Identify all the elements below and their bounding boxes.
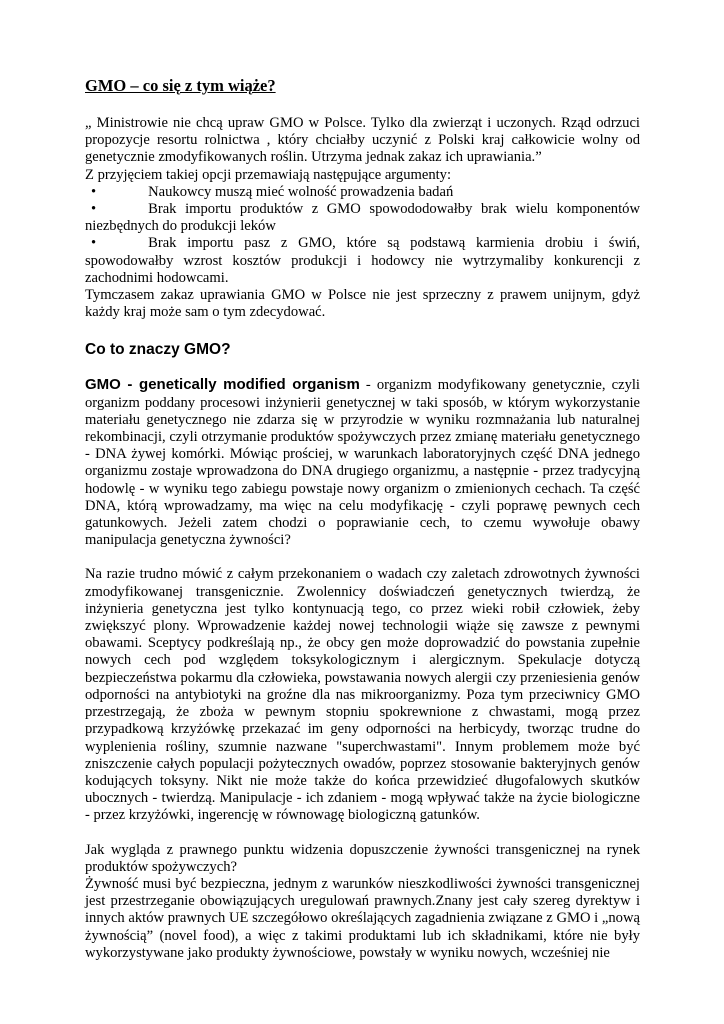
bullet-icon: • bbox=[91, 235, 97, 252]
bullet-item bbox=[85, 184, 640, 201]
definition-lead: GMO - genetically modified organism bbox=[85, 376, 360, 394]
bullet-item bbox=[85, 201, 640, 235]
bullet-text: Brak importu produktów z GMO spowododowałby brak wielu komponentów niezbędnych do produkcji leków bbox=[85, 201, 640, 235]
bullet-item bbox=[85, 235, 640, 287]
law-paragraph: Żywność musi być bezpieczna, jednym z warunków nieszkodliwości żywności transgenicznej jest przestrzeganie obowiązujących uregulowań prawnych.Znany jest cały szereg dyrektyw i innych aktów prawnych UE szczegółowo określających zagadnienia związane z GMO i „nową żywnością” (novel food), a więc z takimi produktami lub ich składnikami, które nie były wykorzystywane jako produkty żywnościowe, powstały w wyniku nowych, wcześniej nie bbox=[85, 875, 640, 961]
bullet-text: Naukowcy muszą mieć wolność prowadzenia badań bbox=[148, 183, 454, 200]
law-question-paragraph: Jak wygląda z prawnego punktu widzenia dopuszczenie żywności transgenicznej na rynek produktów spożywczych? bbox=[85, 841, 640, 875]
intro-quote-paragraph: „ Ministrowie nie chcą upraw GMO w Polsce. Tylko dla zwierząt i uczonych. Rząd odrzuci propozycje resortu rolnictwa , który chciałby uczynić z Polski kraj całkowicie wolny od genetycznie zmodyfikowanych roślin. Utrzyma jednak zakaz ich uprawiania.” bbox=[85, 115, 640, 166]
section-heading: Co to znaczy GMO? bbox=[85, 341, 231, 359]
conclusion-paragraph: Tymczasem zakaz uprawiania GMO w Polsce nie jest sprzeczny z prawem unijnym, gdyż każdy kraj może sam o tym zdecydować. bbox=[85, 287, 640, 321]
bullet-icon: • bbox=[91, 183, 97, 200]
arguments-lead: Z przyjęciem takiej opcji przemawiają następujące argumenty: bbox=[85, 166, 452, 183]
bullet-text: Brak importu pasz z GMO, które są podstawą karmienia drobiu i świń, spowodowałby wzrost kosztów produkcji i hodowcy nie wytrzymaliby konkurencji z zachodnimi hodowcami. bbox=[85, 235, 640, 286]
bullet-icon: • bbox=[91, 201, 97, 218]
definition-body: - organizm modyfikowany genetycznie, czyli organizm poddany procesowi inżynierii genetycznej w taki sposób, w którym wykorzystanie materiału genetycznego nie zdarza się w przyrodzie w wyniku rozmnażania lub naturalnej rekombinacji, czyli otrzymanie produktów spożywczych przez zmianę materiału genetycznego - DNA żywej komórki. Mówiąc prościej, w warunkach laboratoryjnych część DNA jednego organizmu zostaje wprowadzona do DNA drugiego organizmu, a następnie - przez tradycyjną hodowlę - w wyniku tego zabiegu powstaje nowy organizm o zmienionych cechach. Ta część DNA, którą wprowadzamy, ma więc na celu modyfikację - czyli poprawę pewnych cech gatunkowych. Jeżeli zatem chodzi o poprawianie cech, to czemu wywołuje obawy manipulacja genetyczna żywności? bbox=[85, 377, 640, 549]
document-title bbox=[85, 76, 640, 96]
debate-paragraph: Na razie trudno mówić z całym przekonaniem o wadach czy zaletach zdrowotnych żywności zmodyfikowanej transgenicznie. Zwolennicy doświadczeń genetycznych twierdzą, że inżynieria genetyczna jest tylko kontynuacją tego, co przez wieki robił człowiek, żeby zwiększyć plony. Wprowadzenie każdej nowej technologii wiąże się zawsze z pewnymi obawami. Sceptycy podkreślają np., że obcy gen może doprowadzić do powstania zupełnie nowych cech pod względem toksykologicznym i alergicznym. Spekulacje dotyczą bezpieczeństwa pokarmu dla człowieka, powstawania nowych alergii czy przeniesienia genów odporności na antybiotyki na groźne dla nas mikroorganizmy. Poza tym przeciwnicy GMO przestrzegają, że zboża w pewnym stopniu spokrewnione z chwastami, mogą przez przypadkową krzyżówkę przekazać im geny odporności na herbicydy, tworząc trudne do wyplenienia rośliny, szumnie nazwane "superchwastami". Innym problemem może być zniszczenie całych populacji pożytecznych owadów, poprzez stosowanie bakteryjnych genów kodujących toksyny. Nikt nie może także do końca przewidzieć długofalowych skutków ubocznych - twierdzą. Manipulacje - ich zdaniem - mogą wpływać także na życie biologiczne - przez krzyżówki, ingerencję w równowagę biologiczną gatunków. bbox=[85, 566, 640, 824]
definition-paragraph bbox=[85, 376, 640, 549]
document-title-text: GMO – co się z tym wiąże? bbox=[85, 76, 276, 95]
